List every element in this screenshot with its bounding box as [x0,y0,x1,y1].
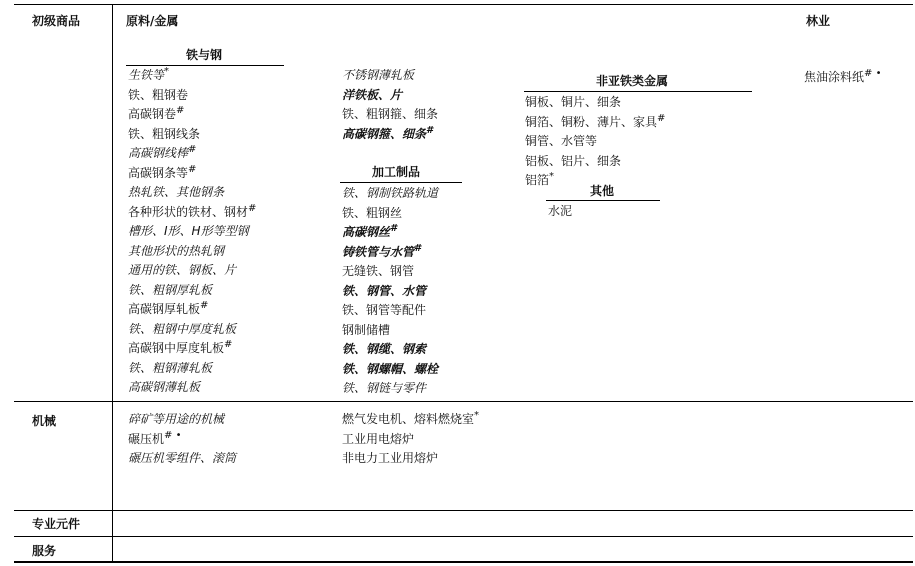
category-primary-goods: 初级商品 [32,14,81,28]
processed-goods-item [342,204,438,224]
processed-goods-item-text: 铁、钢制铁路轨道 [342,186,439,200]
iron-steel-item-text: 槽形、I形、H形等型钢 [128,224,249,238]
iron-steel-item-text: 高碳钢箍、细条 [342,126,427,141]
iron-steel-item-text: 铁、粗钢卷 [128,87,189,102]
iron-steel-item [128,164,256,184]
nonferrous-item-text: 铜板、铜片、细条 [525,95,622,109]
subhead-nonferrous-rule [524,91,752,92]
iron-steel-item-text: 高碳钢线棒 [128,146,189,160]
processed-goods-item-text: 高碳钢丝 [342,225,391,239]
iron-steel-item [342,86,438,106]
nonferrous-metals-list [525,93,665,191]
iron-steel-item [128,222,256,242]
iron-steel-item-footnote-mark: * [164,66,170,77]
iron-steel-item-text: 通用的铁、钢板、片 [128,263,237,277]
machinery-item-text: 碎矿等用途的机械 [128,412,225,426]
forestry-item-text: 焦油涂料纸 [804,70,865,84]
iron-steel-item-footnote-mark: # [426,124,433,136]
iron-steel-item [128,242,256,262]
iron-steel-item-text: 铁、粗钢线条 [128,126,201,141]
category-machinery: 机械 [32,414,57,428]
iron-steel-item [342,66,438,86]
processed-goods-item [342,243,438,263]
iron-steel-item-text: 铁、粗钢中厚度轧板 [128,321,237,336]
iron-steel-list [128,66,256,398]
iron-steel-list-continued [342,66,438,144]
machinery-list-right [342,410,479,469]
machinery-item-footnote-mark: * [474,410,480,421]
nonferrous-item-text: 铝板、铝片、细条 [525,153,622,168]
machinery-item-footnote-mark: # • [164,429,182,441]
iron-steel-item-text: 高碳钢薄轧板 [128,380,201,394]
processed-goods-item [342,262,438,282]
machinery-item-text: 燃气发电机、熔料燃烧室 [342,412,475,426]
processed-goods-item [342,340,438,360]
subhead-processed-rule [340,182,462,183]
iron-steel-item-footnote-mark: # [248,202,257,214]
forestry-item [804,68,881,88]
machinery-item-text: 工业用电熔炉 [342,431,415,446]
nonferrous-item [525,132,665,152]
machinery-item [128,410,236,430]
section-rule-machinery [14,401,913,402]
machinery-list-left [128,410,236,469]
subhead-other: 其他 [590,184,615,198]
processed-goods-item-text: 铁、钢螺帽、螺栓 [342,361,439,376]
machinery-item [128,449,236,469]
iron-steel-item-text: 高碳钢条等 [128,165,189,180]
nonferrous-item-footnote-mark: * [549,171,555,182]
iron-steel-item-text: 高碳钢卷 [128,107,177,121]
subhead-processed-goods: 加工制品 [372,165,421,179]
iron-steel-item-text: 铁、粗钢箍、细条 [342,107,439,121]
iron-steel-item-text: 铁、粗钢厚轧板 [128,282,213,297]
category-column-divider [112,4,113,561]
iron-steel-item-footnote-mark: # [188,163,197,175]
iron-steel-item [128,105,256,125]
processed-goods-item [342,223,438,243]
iron-steel-item-text: 洋铁板、片 [342,87,403,102]
iron-steel-item-footnote-mark: # [188,144,197,155]
processed-goods-item-text: 钢制储槽 [342,322,391,337]
processed-goods-item-text: 铁、钢管、水管 [342,283,427,298]
processed-goods-item-text: 铁、钢管等配件 [342,303,427,317]
iron-steel-item [128,203,256,223]
processed-goods-item [342,360,438,380]
processed-goods-item [342,301,438,321]
iron-steel-item [128,300,256,320]
iron-steel-item [128,261,256,281]
nonferrous-item-text: 铜箔、铜粉、薄片、家具 [525,114,658,129]
subhead-nonferrous-metals: 非亚铁类金属 [596,74,669,88]
processed-goods-item-text: 无缝铁、钢管 [342,264,415,278]
nonferrous-item-footnote-mark: # [657,112,666,124]
forestry-list [804,68,881,88]
category-components: 专业元件 [32,517,81,531]
machinery-item-text: 碾压机 [128,431,165,446]
processed-goods-item [342,282,438,302]
iron-steel-item-text: 高碳钢中厚度轧板 [128,341,225,355]
iron-steel-item-text: 其他形状的热轧钢 [128,243,225,258]
iron-steel-item [128,339,256,359]
processed-goods-item-text: 铁、粗钢丝 [342,205,403,220]
iron-steel-item-text: 不锈钢薄轧板 [342,68,415,82]
nonferrous-item [525,113,665,133]
subhead-iron-steel: 铁与钢 [186,48,223,62]
subhead-other-rule [546,200,660,201]
iron-steel-item-footnote-mark: # [176,105,185,116]
processed-goods-item [342,379,438,399]
iron-steel-item-text: 生铁等 [128,68,165,82]
nonferrous-item [525,93,665,113]
iron-steel-item [128,86,256,106]
iron-steel-item [342,105,438,125]
iron-steel-item [128,359,256,379]
other-list [548,202,572,222]
nonferrous-item [525,152,665,172]
header-materials-metals: 原料/金属 [126,14,179,28]
iron-steel-item [128,144,256,164]
iron-steel-item [128,378,256,398]
machinery-item [128,430,236,450]
table-top-rule [14,4,913,5]
iron-steel-item-footnote-mark: # [224,339,233,350]
processed-goods-list [342,184,438,399]
iron-steel-item [128,66,256,86]
processed-goods-item-footnote-mark: # [414,242,421,254]
iron-steel-item [128,183,256,203]
iron-steel-item [342,125,438,145]
section-rule-components [14,510,913,511]
table-bottom-rule [14,561,913,563]
nonferrous-item-text: 铜管、水管等 [525,134,598,148]
processed-goods-item-footnote-mark: # [390,223,397,234]
forestry-item-footnote-mark: # • [864,68,882,79]
iron-steel-item-text: 各种形状的铁材、钢材 [128,204,249,219]
machinery-item-text: 碾压机零组件、滚筒 [128,451,237,465]
header-forestry: 林业 [806,14,831,28]
machinery-item-text: 非电力工业用熔炉 [342,451,439,465]
processed-goods-item-text: 铁、钢链与零件 [342,381,427,395]
machinery-item [342,410,479,430]
iron-steel-item-footnote-mark: # [200,300,209,311]
machinery-item [342,430,479,450]
machinery-item [342,449,479,469]
category-services: 服务 [32,544,57,558]
other-item [548,202,572,222]
iron-steel-item [128,320,256,340]
processed-goods-item-text: 铸铁管与水管 [342,244,415,259]
nonferrous-item [525,171,665,191]
iron-steel-item-text: 高碳钢厚轧板 [128,302,201,316]
processed-goods-item [342,321,438,341]
iron-steel-item-text: 热轧铁、其他钢条 [128,185,225,199]
iron-steel-item-text: 铁、粗钢薄轧板 [128,360,213,375]
other-item-text: 水泥 [548,204,573,218]
processed-goods-item [342,184,438,204]
nonferrous-item-text: 铝箔 [525,173,550,187]
iron-steel-item [128,281,256,301]
iron-steel-item [128,125,256,145]
section-rule-services [14,536,913,537]
processed-goods-item-text: 铁、钢缆、钢索 [342,342,427,356]
